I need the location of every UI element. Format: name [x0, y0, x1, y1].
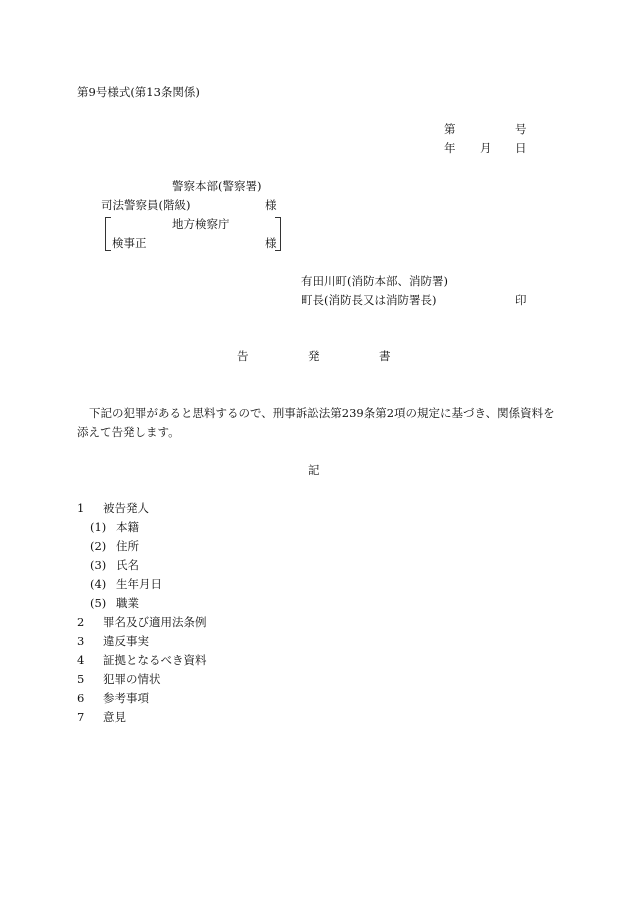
- sub-item-row: [90, 576, 162, 592]
- item-row: [77, 500, 149, 516]
- date-day: 日: [515, 141, 527, 155]
- item-number: 5: [77, 672, 85, 686]
- addressee-sama-2: 様: [265, 236, 277, 250]
- sender-chief: 町長(消防長又は消防署長): [301, 293, 437, 307]
- item-number: (1): [90, 520, 107, 534]
- item-number: 3: [77, 634, 85, 648]
- item-label: 生年月日: [116, 577, 162, 591]
- item-label: 参考事項: [103, 691, 149, 705]
- sub-item-row: [90, 538, 139, 554]
- item-label: 本籍: [116, 520, 139, 534]
- sub-item-row: [90, 519, 139, 535]
- date-month: 月: [480, 141, 492, 155]
- item-number: (4): [90, 577, 107, 591]
- item-label: 違反事実: [103, 634, 149, 648]
- item-row: [77, 652, 207, 668]
- date-year: 年: [444, 141, 456, 155]
- number-prefix: 第: [444, 122, 456, 136]
- item-row: [77, 614, 207, 630]
- item-number: 2: [77, 615, 85, 629]
- sub-item-row: [90, 595, 139, 611]
- item-label: 職業: [116, 596, 139, 610]
- item-number: 6: [77, 691, 85, 705]
- item-label: 意見: [103, 710, 126, 724]
- number-suffix: 号: [515, 122, 527, 136]
- form-label: 第9号様式(第13条関係): [77, 85, 200, 99]
- addressee-prosecutor-office: 地方検察庁: [172, 217, 230, 231]
- title-char-2: 発: [308, 349, 320, 363]
- body-paragraph: 下記の犯罪があると思料するので、刑事訴訟法第239条第2項の規定に基づき、関係資料を添えて告発します。: [77, 406, 555, 439]
- bracket-left: [105, 217, 111, 251]
- addressee-officer: 司法警察員(階級): [101, 198, 191, 212]
- item-label: 罪名及び適用法条例: [103, 615, 207, 629]
- item-label: 住所: [116, 539, 139, 553]
- item-number: (3): [90, 558, 107, 572]
- item-number: (5): [90, 596, 107, 610]
- ki-heading: 記: [308, 463, 320, 477]
- title-char-3: 書: [379, 349, 391, 363]
- item-number: 7: [77, 710, 85, 724]
- item-number: 4: [77, 653, 85, 667]
- sender-town: 有田川町(消防本部、消防署): [301, 274, 448, 288]
- item-row: [77, 633, 149, 649]
- sender-seal: 印: [515, 293, 527, 307]
- item-label: 氏名: [116, 558, 139, 572]
- item-row: [77, 671, 161, 687]
- item-label: 被告発人: [103, 501, 149, 515]
- addressee-sama-1: 様: [265, 198, 277, 212]
- item-number: (2): [90, 539, 107, 553]
- sub-item-row: [90, 557, 139, 573]
- addressee-prosecutor: 検事正: [112, 236, 147, 250]
- item-number: 1: [77, 501, 85, 515]
- item-row: [77, 690, 149, 706]
- item-label: 犯罪の情状: [103, 672, 161, 686]
- title-char-1: 告: [237, 349, 249, 363]
- item-row: [77, 709, 126, 725]
- item-label: 証拠となるべき資料: [103, 653, 207, 667]
- addressee-police-hq: 警察本部(警察署): [172, 179, 262, 193]
